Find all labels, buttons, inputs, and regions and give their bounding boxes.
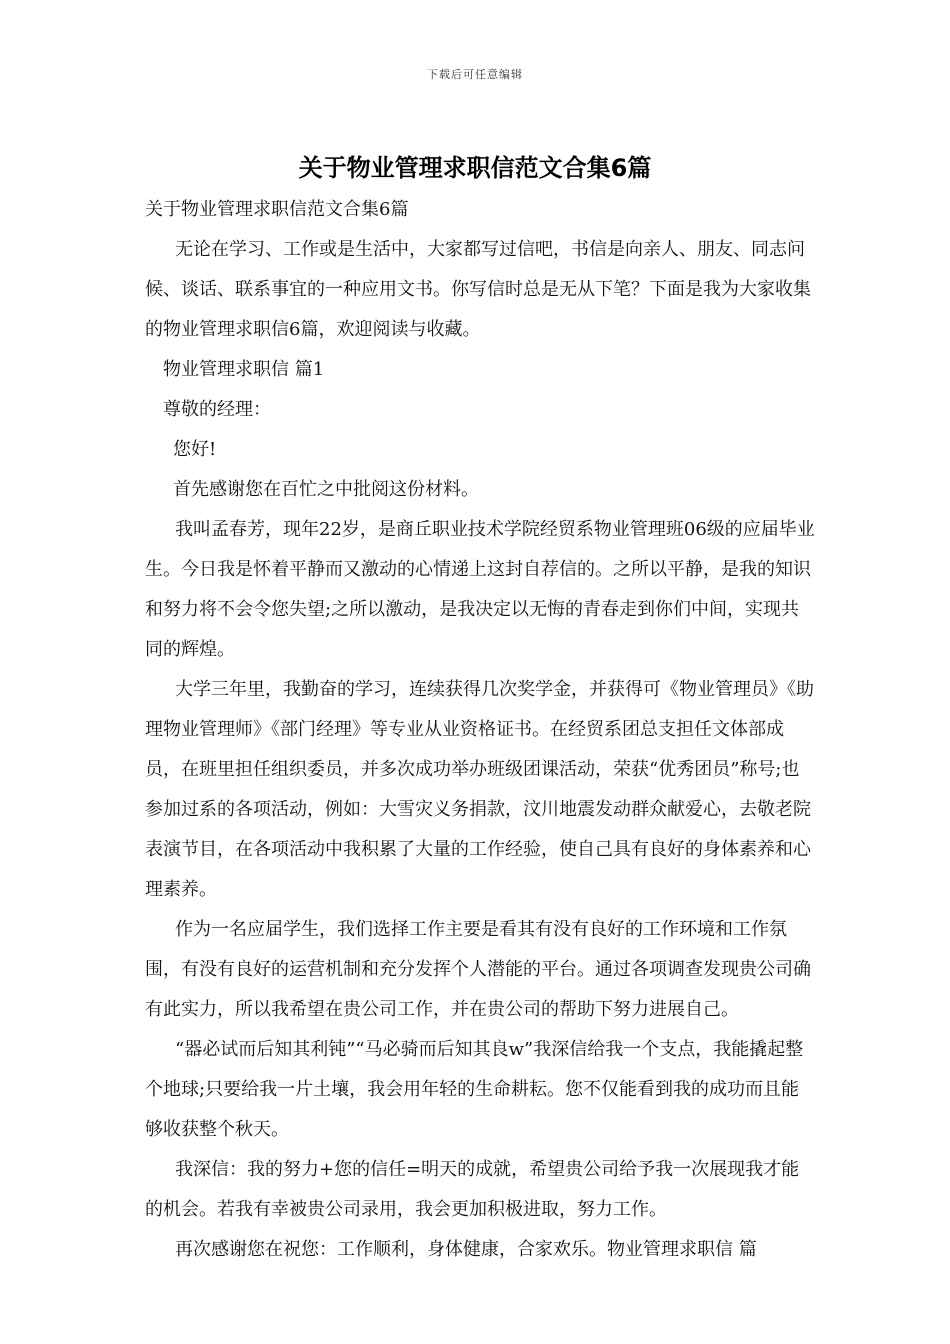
salutation: 尊敬的经理： bbox=[163, 399, 271, 420]
subtitle-paragraph: 关于物业管理求职信范文合集6篇 bbox=[145, 199, 409, 220]
belief-paragraph: 我深信：我的努力+您的信任=明天的成就，希望贵公司给予我一次展现我才能的机会。若我有幸被贵公司录用，我会更加积极进取，努力工作。 bbox=[145, 1159, 800, 1220]
university-experience-paragraph: 大学三年里，我勤奋的学习，连续获得几次奖学金，并获得可《物业管理员》《助理物业管理师》《部门经理》等专业从业资格证书。在经贸系团总支担任文体部成员，在班里担任组织委员，并多次成功举办班级团课活动，荣获“优秀团员”称号;也参加过系的各项活动，例如：大雪灾义务捐款，汶川地震发动群众献爱心，去敬老院表演节目，在各项活动中我积累了大量的工作经验，使自己具有良好的身体素养和心理素养。 bbox=[145, 679, 814, 900]
header-note: 下载后可任意编辑 bbox=[427, 68, 523, 81]
job-choice-paragraph: 作为一名应届学生，我们选择工作主要是看其有没有良好的工作环境和工作氛围，有没有良好的运营机制和充分发挥个人潜能的平台。通过各项调查发现贵公司确有此实力，所以我希望在贵公司工作，并在贵公司的帮助下努力进展自己。 bbox=[145, 919, 811, 1020]
quote-paragraph: “器必试而后知其利钝”“马必骑而后知其良w”我深信给我一个支点，我能撬起整个地球;只要给我一片土壤，我会用年轻的生命耕耘。您不仅能看到我的成功而且能够收获整个秋天。 bbox=[145, 1039, 804, 1140]
document-body bbox=[145, 190, 815, 1270]
greeting: 您好! bbox=[173, 439, 217, 460]
section-heading: 物业管理求职信 篇1 bbox=[163, 359, 325, 380]
closing-paragraph: 再次感谢您在祝您：工作顺利，身体健康，合家欢乐。物业管理求职信 篇 bbox=[175, 1239, 757, 1260]
self-introduction-paragraph: 我叫孟春芳，现年22岁，是商丘职业技术学院经贸系物业管理班06级的应届毕业生。今日我是怀着平静而又激动的心情递上这封自荐信的。之所以平静，是我的知识和努力将不会令您失望;之所以激动，是我决定以无悔的青春走到你们中间，实现共同的辉煌。 bbox=[145, 519, 815, 660]
thanks-paragraph: 首先感谢您在百忙之中批阅这份材料。 bbox=[173, 479, 479, 500]
intro-paragraph: 无论在学习、工作或是生活中，大家都写过信吧，书信是向亲人、朋友、同志问候、谈话、联系事宜的一种应用文书。你写信时总是无从下笔？下面是我为大家收集的物业管理求职信6篇，欢迎阅读与收藏。 bbox=[145, 239, 811, 340]
document-title: 关于物业管理求职信范文合集6篇 bbox=[298, 154, 652, 182]
